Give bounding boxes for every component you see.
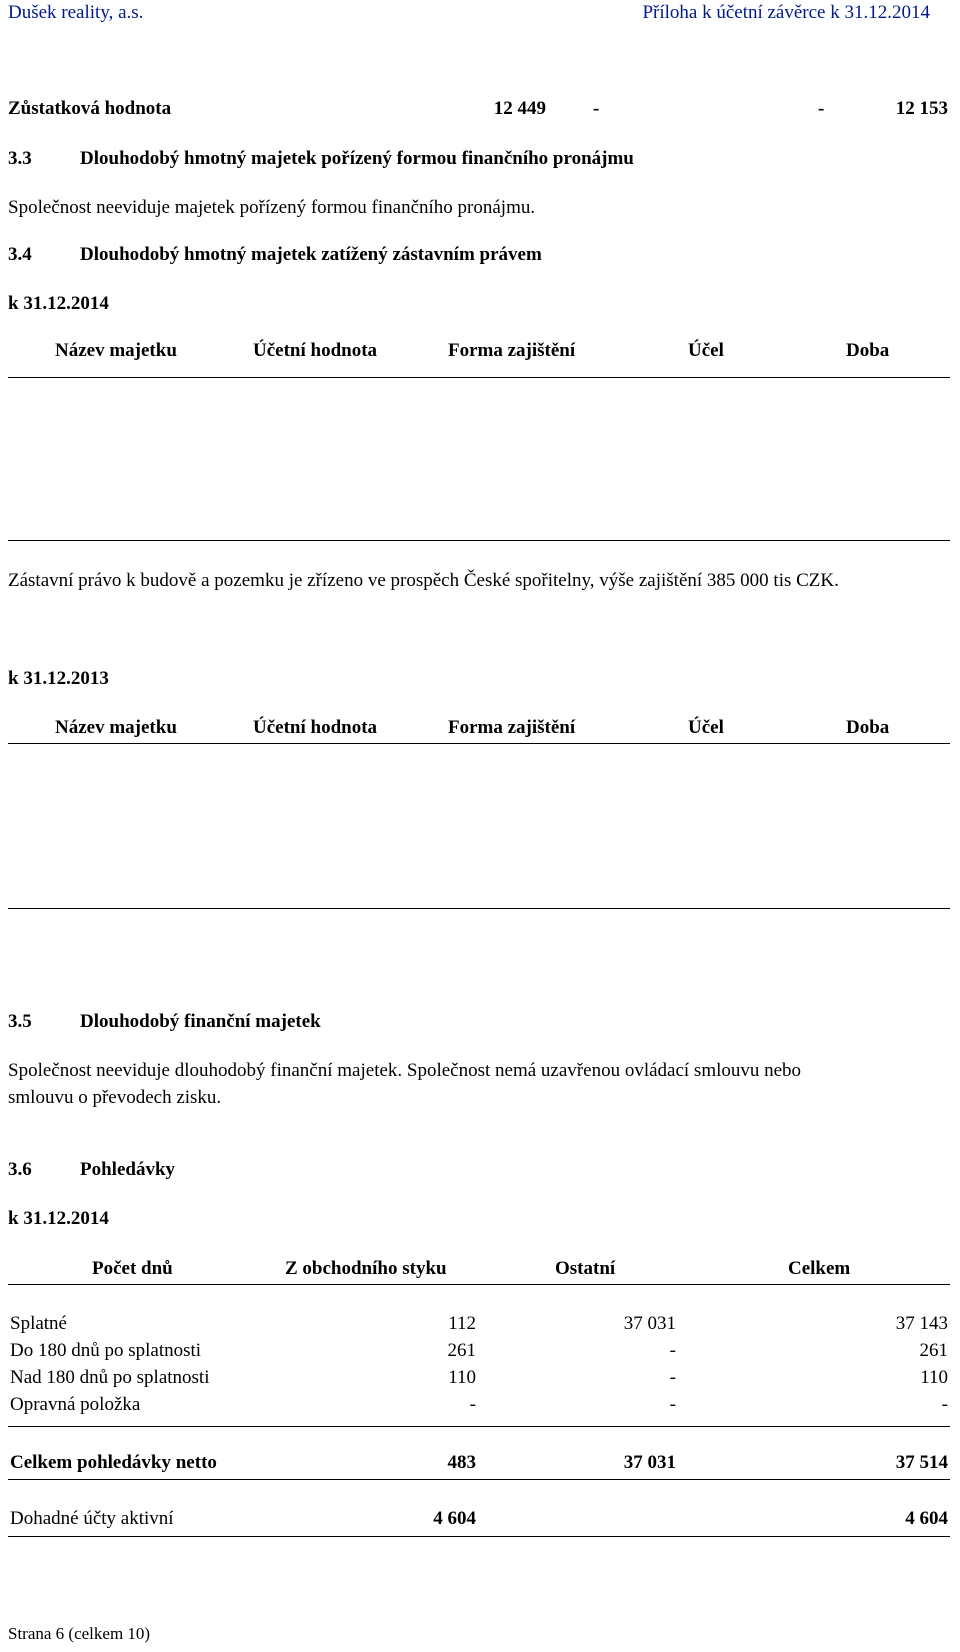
- col-security-form: Forma zajištění: [448, 717, 576, 738]
- col-asset-name: Název majetku: [55, 340, 177, 361]
- section-3-4-number: 3.4: [8, 244, 32, 265]
- row-label: Nad 180 dnů po splatnosti: [10, 1367, 210, 1388]
- col-other: Ostatní: [555, 1258, 616, 1279]
- total-rule: [8, 1479, 950, 1480]
- col-purpose: Účel: [688, 340, 724, 361]
- row-label: Do 180 dnů po splatnosti: [10, 1340, 202, 1361]
- total-other: 37 031: [623, 1452, 676, 1473]
- table-header-rule: [8, 1284, 950, 1285]
- col-duration: Doba: [846, 717, 890, 738]
- accrual-trade: 4 604: [433, 1508, 476, 1529]
- page-footer: Strana 6 (celkem 10): [8, 1624, 151, 1643]
- date-2014: k 31.12.2014: [8, 293, 109, 314]
- row-trade: 110: [448, 1367, 476, 1388]
- row-total: 110: [920, 1367, 948, 1388]
- company-name: Dušek reality, a.s.: [8, 2, 144, 23]
- total-trade: 483: [447, 1452, 476, 1473]
- table-bottom-rule: [8, 908, 950, 909]
- residual-value-1: 12 449: [493, 98, 546, 119]
- col-asset-name: Název majetku: [55, 717, 177, 738]
- residual-value-3: -: [818, 98, 825, 119]
- pledge-note: Zástavní právo k budově a pozemku je zřízeno ve prospěch České spořitelny, výše zajištění 385 000 tis CZK.: [8, 570, 839, 591]
- table-header-rule: [8, 743, 950, 744]
- row-trade: -: [469, 1394, 476, 1415]
- date-2013: k 31.12.2013: [8, 668, 109, 689]
- section-3-3-text: Společnost neeviduje majetek pořízený formou finančního pronájmu.: [8, 197, 536, 218]
- row-trade: 112: [448, 1313, 476, 1334]
- col-trade: Z obchodního styku: [285, 1258, 447, 1279]
- section-3-3-number: 3.3: [8, 148, 32, 169]
- total-total: 37 514: [895, 1452, 948, 1473]
- accrual-total: 4 604: [905, 1508, 948, 1529]
- subtotal-rule: [8, 1426, 950, 1427]
- section-3-5-title: Dlouhodobý finanční majetek: [80, 1011, 321, 1032]
- table-bottom-rule: [8, 540, 950, 541]
- section-3-5-text-line2: smlouvu o převodech zisku.: [8, 1087, 222, 1108]
- col-security-form: Forma zajištění: [448, 340, 576, 361]
- col-purpose: Účel: [688, 717, 724, 738]
- section-3-6-title: Pohledávky: [80, 1159, 176, 1180]
- row-label: Opravná položka: [10, 1394, 141, 1415]
- section-3-6-number: 3.6: [8, 1159, 32, 1180]
- row-trade: 261: [447, 1340, 476, 1361]
- section-3-3-title: Dlouhodobý hmotný majetek pořízený formou finančního pronájmu: [80, 148, 634, 169]
- section-3-4-title: Dlouhodobý hmotný majetek zatížený zástavním právem: [80, 244, 542, 265]
- row-other: -: [669, 1394, 676, 1415]
- row-total: 261: [919, 1340, 948, 1361]
- table-header-rule: [8, 377, 950, 378]
- section-3-5-text-line1: Společnost neeviduje dlouhodobý finanční majetek. Společnost nemá uzavřenou ovládací smlouvu nebo: [8, 1060, 802, 1081]
- accrual-label: Dohadné účty aktivní: [10, 1508, 174, 1529]
- residual-value-2: -: [593, 98, 600, 119]
- accrual-rule: [8, 1536, 950, 1537]
- row-total: 37 143: [895, 1313, 948, 1334]
- row-other: -: [669, 1340, 676, 1361]
- document-title: Příloha k účetní závěrce k 31.12.2014: [642, 2, 930, 23]
- section-3-5-number: 3.5: [8, 1011, 32, 1032]
- col-book-value: Účetní hodnota: [253, 340, 378, 361]
- residual-value-4: 12 153: [895, 98, 948, 119]
- row-other: -: [669, 1367, 676, 1388]
- row-total: -: [941, 1394, 948, 1415]
- col-total: Celkem: [788, 1258, 851, 1279]
- row-label: Splatné: [10, 1313, 67, 1334]
- date-receivables: k 31.12.2014: [8, 1208, 109, 1229]
- residual-label: Zůstatková hodnota: [8, 98, 172, 119]
- col-book-value: Účetní hodnota: [253, 717, 378, 738]
- col-days: Počet dnů: [92, 1258, 173, 1279]
- col-duration: Doba: [846, 340, 890, 361]
- row-other: 37 031: [623, 1313, 676, 1334]
- total-label: Celkem pohledávky netto: [10, 1452, 217, 1473]
